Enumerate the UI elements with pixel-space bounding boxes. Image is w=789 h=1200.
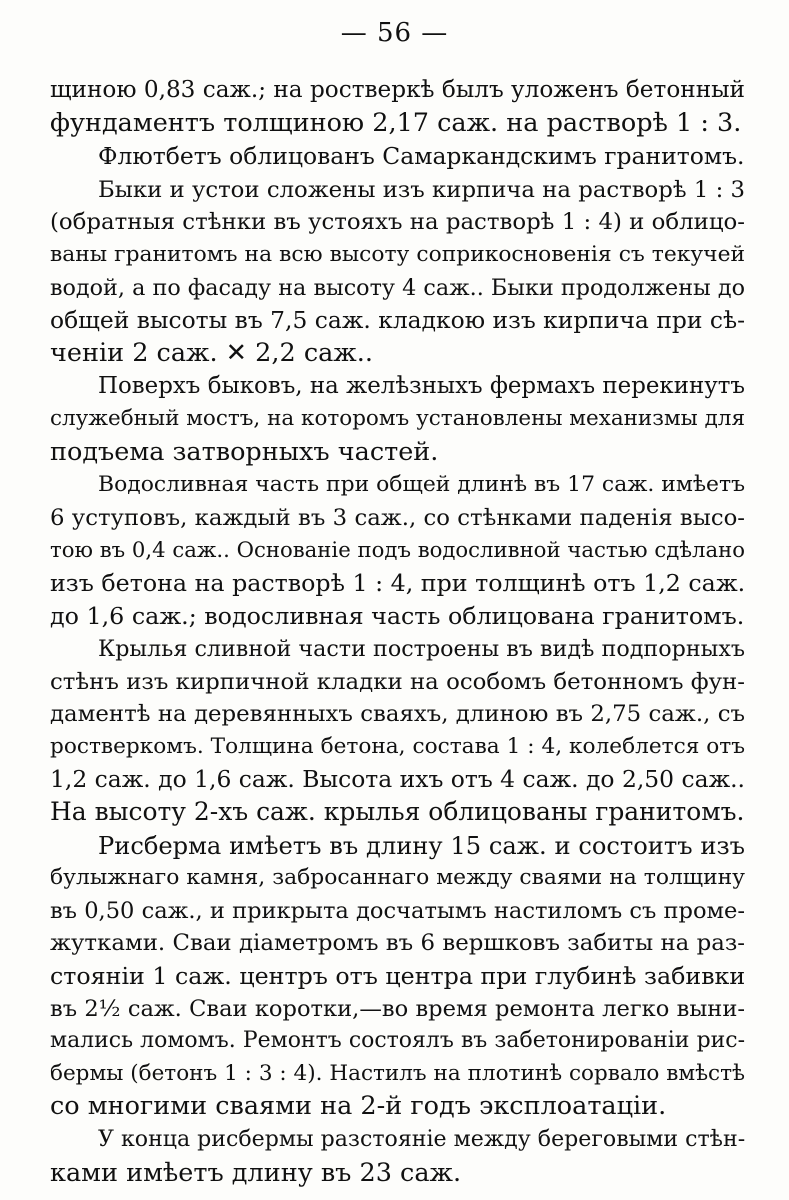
text-line: (обратныя стѣнки въ устояхъ на растворѣ 1 : 4) и облицо- <box>50 209 745 236</box>
page-number: — 56 — <box>340 18 449 48</box>
text-line: У конца рисбермы разстояніе между береговыми стѣн- <box>98 1127 746 1152</box>
text-line: 6 уступовъ, каждый въ 3 саж., со стѣнками паденія высо- <box>50 504 745 531</box>
text-line: со многими сваями на 2-й годъ эксплоатаціи. <box>50 1091 667 1122</box>
text-line: въ 0,50 саж., и прикрыта досчатымъ настиломъ съ проме- <box>50 897 745 924</box>
text-line: 1,2 саж. до 1,6 саж. Высота ихъ отъ 4 саж. до 2,50 саж.. <box>50 765 745 794</box>
text-line: Водосливная часть при общей длинѣ въ 17 саж. имѣетъ <box>98 472 746 498</box>
text-line: Флютбетъ облицованъ Самаркандскимъ гранитомъ. <box>98 142 745 171</box>
text-line: фундаментъ толщиною 2,17 саж. на растворѣ 1 : 3. <box>50 107 742 138</box>
text-line: мались ломомъ. Ремонтъ состоялъ въ забетонированіи рис- <box>50 1028 745 1054</box>
text-line: водой, а по фасаду на высоту 4 саж.. Быки продолжены до <box>50 274 745 301</box>
text-line: служебный мостъ, на которомъ установлены механизмы для <box>50 405 745 431</box>
text-line: общей высоты въ 7,5 саж. кладкою изъ кирпича при сѣ- <box>50 306 745 335</box>
body-text <box>50 74 745 1190</box>
text-line: ростверкомъ. Толщина бетона, состава 1 : 4, колеблется отъ <box>50 733 745 759</box>
text-line: щиною 0,83 саж.; на ростверкѣ былъ уложенъ бетонный <box>50 77 745 103</box>
text-line: даментѣ на деревянныхъ сваяхъ, длиною въ 2,75 саж., съ <box>50 701 745 728</box>
text-line: стояніи 1 саж. центръ отъ центра при глубинѣ забивки <box>50 962 746 991</box>
text-line: подъема затворныхъ частей. <box>50 436 439 467</box>
text-line: ваны гранитомъ на всю высоту соприкосновенія съ текучей <box>50 241 745 267</box>
text-line: Быки и устои сложены изъ кирпича на растворѣ 1 : 3 <box>98 176 745 203</box>
text-line: На высоту 2-хъ саж. крылья облицованы гранитомъ. <box>50 797 745 827</box>
text-line: булыжнаго камня, забросаннаго между сваями на толщину <box>50 865 745 891</box>
text-line: изъ бетона на растворѣ 1 : 4, при толщинѣ отъ 1,2 саж. <box>50 568 746 597</box>
text-line: тою въ 0,4 саж.. Основаніе подъ водосливной частью сдѣлано <box>50 537 745 563</box>
text-line: ченіи 2 саж. ✕ 2,2 саж.. <box>50 337 373 368</box>
text-line: бермы (бетонъ 1 : 3 : 4). Настилъ на плотинѣ сорвало вмѣстѣ <box>50 1060 745 1086</box>
text-line: Поверхъ быковъ, на желѣзныхъ фермахъ перекинутъ <box>98 373 745 400</box>
text-line: въ 2½ саж. Сваи коротки,—во время ремонта легко выни- <box>50 995 745 1022</box>
text-line: Крылья сливной части построены въ видѣ подпорныхъ <box>98 636 745 663</box>
text-line: ками имѣетъ длину въ 23 саж. <box>50 1157 462 1188</box>
text-line: стѣнъ изъ кирпичной кладки на особомъ бетонномъ фун- <box>50 668 745 695</box>
text-line: Рисберма имѣетъ въ длину 15 саж. и состоитъ изъ <box>98 831 745 860</box>
text-line: до 1,6 саж.; водосливная часть облицована гранитомъ. <box>50 601 745 630</box>
text-line: жутками. Сваи діаметромъ въ 6 вершковъ забиты на раз- <box>50 930 745 957</box>
